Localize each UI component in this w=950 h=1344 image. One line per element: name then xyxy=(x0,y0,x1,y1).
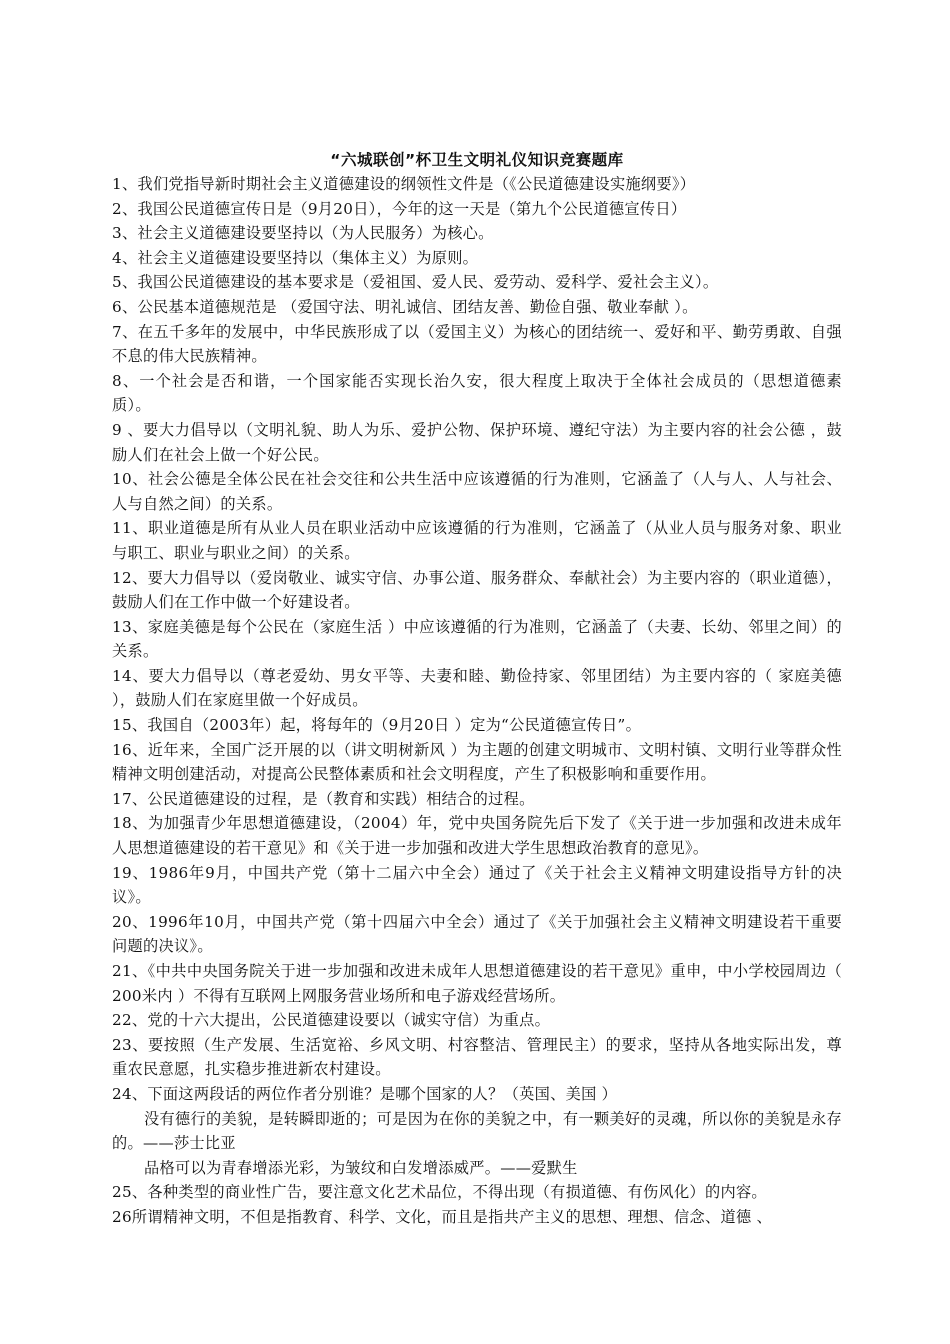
question-15: 15、我国自（2003年）起，将每年的（9月20日 ）定为“公民道德宣传日”。 xyxy=(112,716,642,735)
question-2: 2、我国公民道德宣传日是（9月20日），今年的这一天是（第九个公民道德宣传日） xyxy=(112,199,687,218)
question-6: 6、公民基本道德规范是 （爱国守法、明礼诚信、团结友善、勤俭自强、敬业奉献 ）。 xyxy=(112,297,698,316)
quote-emerson: 品格可以为青春增添光彩，为皱纹和白发增添威严。——爱默生 xyxy=(144,1158,578,1177)
document-page xyxy=(112,150,842,1230)
question-18: 18、为加强青少年思想道德建设，（2004）年，党中央国务院先后下发了《关于进一步加强和改进未成年人思想道德建设的若干意见》和《关于进一步加强和改进大学生思想政治教育的意见》。 xyxy=(112,814,842,858)
question-7: 7、在五千多年的发展中，中华民族形成了以（爱国主义）为核心的团结统一、爱好和平、勤劳勇敢、自强不息的伟大民族精神。 xyxy=(112,322,842,366)
quote-shakespeare: 没有德行的美貌，是转瞬即逝的；可是因为在你的美貌之中，有一颗美好的灵魂，所以你的美貌是永存的。——莎士比亚 xyxy=(112,1109,842,1153)
question-4: 4、社会主义道德建设要坚持以（集体主义）为原则。 xyxy=(112,248,479,267)
question-13: 13、家庭美德是每个公民在（家庭生活 ）中应该遵循的行为准则，它涵盖了（夫妻、长幼、邻里之间）的关系。 xyxy=(112,617,842,661)
question-16: 16、近年来，全国广泛开展的以（讲文明树新风 ）为主题的创建文明城市、文明村镇、文明行业等群众性精神文明创建活动，对提高公民整体素质和社会文明程度，产生了积极影响和重要作用。 xyxy=(112,740,842,784)
question-3: 3、社会主义道德建设要坚持以（为人民服务）为核心。 xyxy=(112,224,494,243)
question-19: 19、1986年9月，中国共产党（第十二届六中全会）通过了《关于社会主义精神文明建设指导方针的决议》。 xyxy=(112,863,842,907)
question-9: 9 、要大力倡导以（文明礼貌、助人为乐、爱护公物、保护环境、遵纪守法）为主要内容的社会公德 ，鼓励人们在社会上做一个好公民。 xyxy=(112,420,842,464)
question-23: 23、要按照（生产发展、生活宽裕、乡风文明、村容整洁、管理民主）的要求，坚持从各地实际出发，尊重农民意愿，扎实稳步推进新农村建设。 xyxy=(112,1035,842,1079)
question-11: 11、职业道德是所有从业人员在职业活动中应该遵循的行为准则，它涵盖了（从业人员与服务对象、职业与职工、职业与职业之间）的关系。 xyxy=(112,519,842,562)
question-26: 26所谓精神文明，不但是指教育、科学、文化，而且是指共产主义的思想、理想、信念、道德 、 xyxy=(112,1207,773,1226)
question-1: 1、我们党指导新时期社会主义道德建设的纲领性文件是（《公民道德建设实施纲要》） xyxy=(112,175,696,193)
question-25: 25、各种类型的商业性广告，要注意文化艺术品位，不得出现（有损道德、有伤风化）的内容。 xyxy=(112,1183,767,1202)
question-14: 14、要大力倡导以（尊老爱幼、男女平等、夫妻和睦、勤俭持家、邻里团结）为主要内容的（ 家庭美德 ），鼓励人们在家庭里做一个好成员。 xyxy=(112,666,842,710)
question-5: 5、我国公民道德建设的基本要求是（爱祖国、爱人民、爱劳动、爱科学、爱社会主义）。 xyxy=(112,273,719,292)
document-title: “六城联创”杯卫生文明礼仪知识竞赛题库 xyxy=(330,151,624,169)
question-20: 20、1996年10月，中国共产党（第十四届六中全会）通过了《关于加强社会主义精神文明建设若干重要问题的决议》。 xyxy=(112,912,842,956)
question-8: 8、一个社会是否和谐，一个国家能否实现长治久安，很大程度上取决于全体社会成员的（思想道德素质）。 xyxy=(112,371,842,415)
question-22: 22、党的十六大提出，公民道德建设要以（诚实守信）为重点。 xyxy=(112,1011,551,1030)
question-21: 21、《中共中央国务院关于进一步加强和改进未成年人思想道德建设的若干意见》重申，中小学校园周边（ 200米内 ）不得有互联网上网服务营业场所和电子游戏经营场所。 xyxy=(112,962,842,1005)
question-12: 12、要大力倡导以（爱岗敬业、诚实守信、办事公道、服务群众、奉献社会）为主要内容的（职业道德），鼓励人们在工作中做一个好建设者。 xyxy=(112,568,842,612)
question-17: 17、公民道德建设的过程，是（教育和实践）相结合的过程。 xyxy=(112,789,535,808)
question-24: 24、下面这两段话的两位作者分别谁？是哪个国家的人？（英国、美国 ） xyxy=(112,1084,618,1103)
question-10: 10、社会公德是全体公民在社会交往和公共生活中应该遵循的行为准则，它涵盖了（人与人、人与社会、人与自然之间）的关系。 xyxy=(112,470,842,513)
